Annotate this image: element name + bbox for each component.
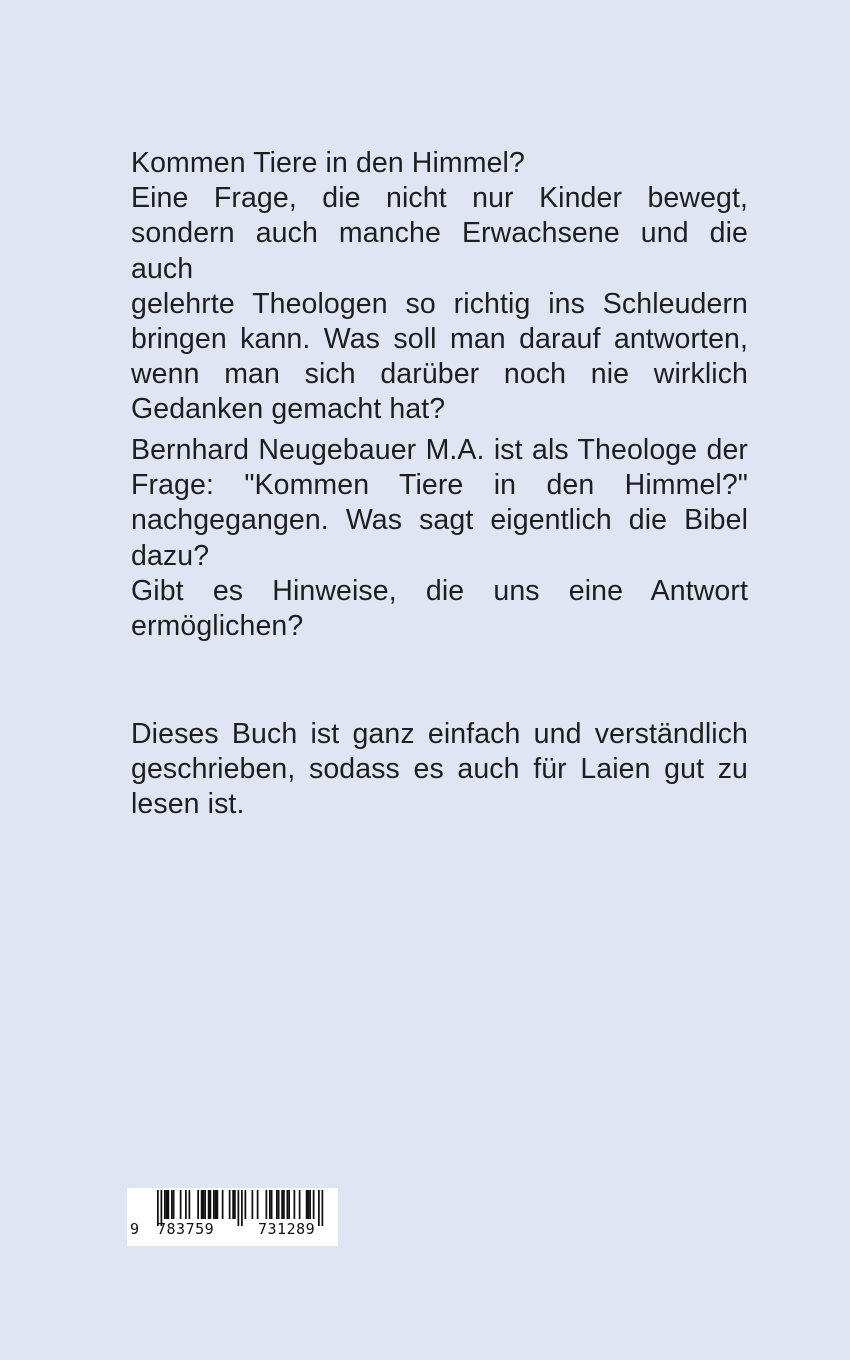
- barcode-left-group: 783759: [157, 1220, 215, 1238]
- barcode-bar: [271, 1190, 273, 1219]
- barcode-bar: [185, 1190, 187, 1219]
- text-line: geschrieben, sodass es auch für Laien gut zu: [131, 753, 748, 786]
- barcode-bar: [234, 1190, 236, 1219]
- barcode-bar: [166, 1190, 168, 1219]
- barcode-bar: [266, 1190, 268, 1219]
- barcode-bar: [309, 1190, 311, 1219]
- barcode-bar: [204, 1190, 206, 1219]
- barcode-bar: [306, 1190, 308, 1219]
- barcode-right-group: 731289: [258, 1220, 316, 1238]
- blurb-paragraph-summary: [131, 717, 748, 823]
- barcode-bar: [217, 1190, 219, 1219]
- text-line: Frage: "Kommen Tiere in den Himmel?": [131, 469, 748, 502]
- barcode-bar: [308, 1190, 310, 1219]
- barcode-bar: [287, 1190, 289, 1219]
- text-line: bringen kann. Was soll man darauf antworten,: [131, 323, 748, 356]
- barcode-bar: [245, 1190, 247, 1219]
- barcode-bar: [164, 1190, 166, 1219]
- barcode-bar: [288, 1190, 290, 1219]
- barcode-bar: [168, 1190, 170, 1219]
- barcode-bar: [241, 1190, 243, 1226]
- barcode-bar: [208, 1190, 210, 1219]
- barcode-bar: [171, 1190, 173, 1219]
- text-line: Gedanken gemacht hat?: [131, 393, 446, 426]
- barcode-bar: [313, 1190, 315, 1219]
- text-line: dazu?: [131, 539, 210, 572]
- barcode-bar: [210, 1190, 212, 1219]
- barcode-bar: [281, 1190, 283, 1219]
- barcode-bar: [203, 1190, 205, 1219]
- barcode-bar: [215, 1190, 217, 1219]
- barcode-bar: [180, 1190, 182, 1219]
- barcode-bar: [299, 1190, 301, 1219]
- barcode-bar: [238, 1190, 240, 1226]
- blurb-paragraph-intro: [131, 146, 748, 428]
- blurb-paragraph-author: [131, 433, 748, 644]
- text-line: wenn man sich darüber noch nie wirklich: [131, 358, 748, 391]
- barcode-bar: [278, 1190, 280, 1219]
- barcode-bar: [229, 1190, 231, 1219]
- barcode-bar: [318, 1190, 320, 1226]
- text-line: nachgegangen. Was sagt eigentlich die Bibel: [131, 504, 748, 537]
- barcode-bar: [189, 1190, 191, 1219]
- barcode-bar: [173, 1190, 175, 1219]
- barcode-bar: [232, 1190, 234, 1219]
- barcode-bar: [222, 1190, 224, 1219]
- barcode-bar: [197, 1190, 199, 1219]
- barcode-first-digit: 9: [130, 1220, 140, 1238]
- barcode-bar: [322, 1190, 324, 1226]
- isbn-barcode: [127, 1188, 338, 1246]
- text-line: Bernhard Neugebauer M.A. ist als Theologe der: [131, 434, 748, 466]
- text-line: Dieses Buch ist ganz einfach und verständlich: [131, 718, 748, 750]
- text-line: Kommen Tiere in den Himmel?: [131, 147, 525, 179]
- barcode-bar: [276, 1190, 278, 1219]
- text-line: Eine Frage, die nicht nur Kinder bewegt,: [131, 182, 748, 215]
- text-line: sondern auch manche Erwachsene und die auch: [131, 217, 748, 285]
- barcode-bar: [201, 1190, 203, 1219]
- text-line: gelehrte Theologen so richtig ins Schleudern: [131, 287, 748, 320]
- text-line: ermöglichen?: [131, 610, 304, 643]
- barcode-bar: [213, 1190, 215, 1219]
- text-line: Gibt es Hinweise, die uns eine Antwort: [131, 574, 748, 607]
- text-line: lesen ist.: [131, 788, 245, 821]
- barcode-bar: [269, 1190, 271, 1219]
- barcode-bar: [283, 1190, 285, 1219]
- barcode-bar: [294, 1190, 296, 1219]
- barcode-bar: [257, 1190, 259, 1219]
- barcode-bar: [252, 1190, 254, 1219]
